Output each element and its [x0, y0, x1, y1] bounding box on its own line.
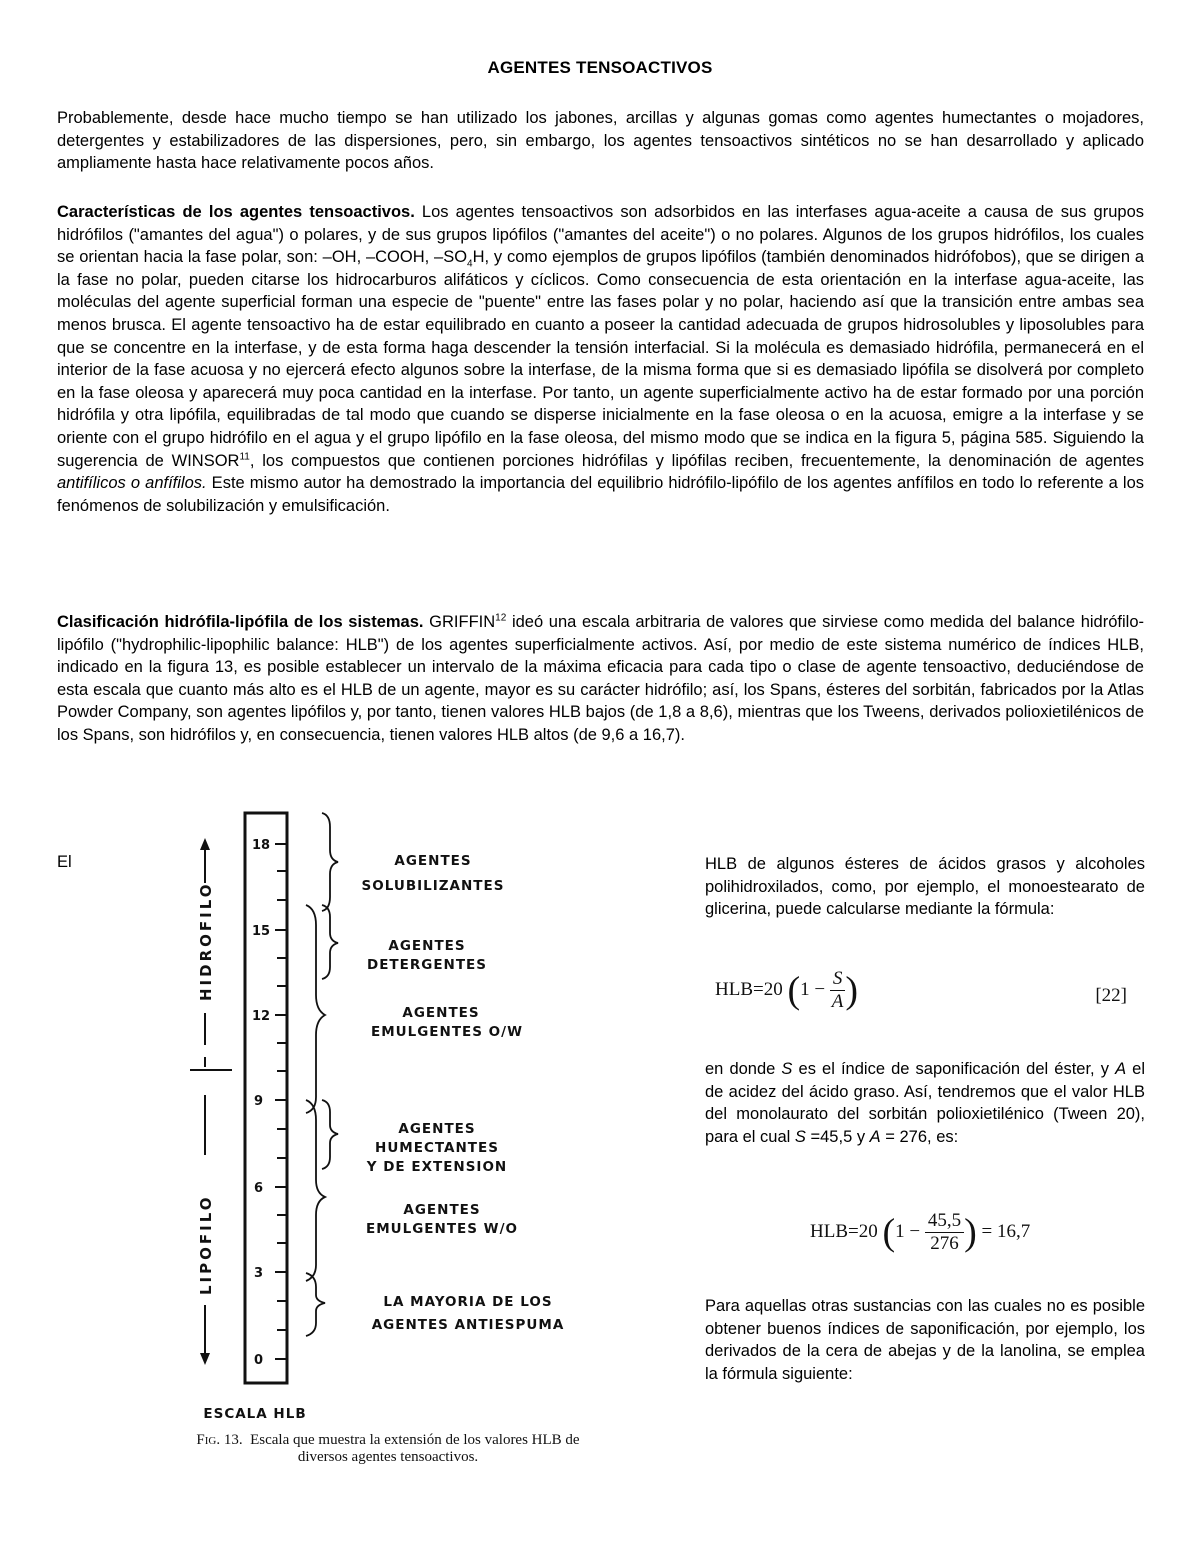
- brace-detergentes: [322, 905, 338, 979]
- scale-label: ESCALA HLB: [203, 1406, 307, 1422]
- page-title: AGENTES TENSOACTIVOS: [487, 58, 713, 77]
- formula2-den: 276: [930, 1233, 959, 1254]
- characteristics-text-d: Este mismo autor ha demostrado la importancia del equilibrio hidrófilo-lipófilo de los agentes anfífilos en todo lo referente a los fenómenos de solubilización y emulsificación.: [57, 474, 1144, 515]
- tick-label-12: 12: [252, 1009, 271, 1024]
- label-humectantes: AGENTES HUMECTANTES Y DE EXTENSION: [366, 1121, 508, 1175]
- label-emulgentes-ow: AGENTES EMULGENTES O/W: [371, 1005, 523, 1040]
- subscript-4: 4: [467, 258, 473, 270]
- scale-ticks: [275, 844, 287, 1359]
- label-detergentes: AGENTES DETERGENTES: [366, 938, 487, 973]
- tick-label-0: 0: [254, 1353, 264, 1368]
- equation-number: [22]: [1095, 985, 1127, 1006]
- intro-paragraph: Probablemente, desde hace mucho tiempo se han utilizado los jabones, arcillas y algunas gomas como agentes humectantes o mojadores, detergentes y estabilizadores de las dispersiones, pero, sin embargo, los agentes tensoactivos sintéticos no se han desarrollado y aplicado ampliamente hasta hace relativamente pocos años.: [57, 109, 1144, 173]
- arrow-up-icon: [200, 838, 210, 850]
- figure-caption: [98, 1432, 678, 1466]
- tick-label-9: 9: [254, 1094, 264, 1109]
- hydrophilic-axis-label: HIDROFILO: [197, 881, 215, 1001]
- label-emulgentes-wo: AGENTES EMULGENTES W/O: [366, 1202, 518, 1237]
- caption-line-2: diversos agentes tensoactivos.: [297, 1449, 479, 1465]
- label-antiespuma: LA MAYORIA DE LOS AGENTES ANTIESPUMA: [371, 1294, 565, 1333]
- lipophilic-axis-label: LIPOFILO: [197, 1194, 215, 1295]
- classification-heading: Clasificación hidrófila-lipófila de los sistemas.: [57, 613, 424, 631]
- caption-line-1: Escala que muestra la extensión de los valores HLB de: [250, 1432, 580, 1448]
- tick-label-18: 18: [252, 838, 271, 853]
- formula2-lhs: HLB: [810, 1220, 848, 1242]
- formula2-result: = 16,7: [981, 1220, 1031, 1242]
- range-braces: [306, 813, 338, 1336]
- formula1-fraction: [830, 968, 846, 1013]
- reference-12: 12: [495, 612, 507, 624]
- classification-text-b: ideó una escala arbitraria de valores que sirviese como medida del balance hidrófilo-lipófilo ("hydrophilic-lipophilic balance: HLB") de los agentes superficialmente activos. Así, por medio de este sistema numérico de índices HLB, indicado en la figura 13, es posible establecer un intervalo de la máxima eficacia para cada tipo o clase de agente tensoactivo, deduciéndose de esta escala que cuanto más alto es el HLB de un agente, mayor es su carácter hidrófilo; así, los Spans, ésteres del sorbitán, fabricados por la Atlas Powder Company, son agentes lipófilos y, por tanto, tienen valores HLB bajos (de 1,8 a 8,6), mientras que los Tweens, derivados polioxietilénicos de los Spans, son hidrófilos y, en consecuencia, tienen valores HLB altos (de 9,6 a 16,7).: [57, 613, 1144, 744]
- brace-emulgentes-wo: [306, 1100, 325, 1281]
- label-solubilizantes: AGENTES SOLUBILIZANTES: [361, 853, 505, 894]
- formula1-eq: =20: [753, 978, 783, 1000]
- formula2-fraction: [925, 1210, 964, 1255]
- right-paragraph-3: Para aquellas otras sustancias con las cuales no es posible obtener buenos índices de saponificación, por ejemplo, los derivados de la cera de abejas y de la lanolina, se emplea la fórmula siguiente:: [705, 1297, 1145, 1383]
- hlb-scale-figure: [90, 805, 690, 1495]
- italic-term: antifílicos o anfífilos.: [57, 474, 207, 493]
- formula2-one-minus: 1 −: [895, 1220, 921, 1242]
- formula2-eq: =20: [848, 1220, 878, 1242]
- brace-antiespuma: [306, 1273, 325, 1336]
- classification-text-a: GRIFFIN: [423, 613, 496, 631]
- formula2-num: 45,5: [925, 1210, 964, 1233]
- tick-label-15: 15: [252, 924, 271, 939]
- tick-label-6: 6: [254, 1181, 264, 1196]
- tick-label-3: 3: [254, 1266, 264, 1281]
- el-word: El: [57, 853, 72, 871]
- brace-emulgentes-ow: [306, 905, 325, 1113]
- characteristics-heading: Características de los agentes tensoactivos.: [57, 203, 415, 221]
- right-paragraph-2: en donde S es el índice de saponificación del éster, y A el de acidez del ácido graso. Así, tendremos que el valor HLB del monolaurato del sorbitán polioxietilénico (Tween 20), para el cual S =45,5 y A = 276, es:: [705, 1060, 1146, 1146]
- formula1-one-minus: 1 −: [800, 978, 826, 1000]
- formula1-den: A: [831, 991, 844, 1012]
- formula-22: HLB=20 (1 − $\frac{S}{A}$ ) [22]: [715, 968, 1127, 1012]
- characteristics-text-a: Los agentes tensoactivos son adsorbidos en las interfases agua-aceite a causa de sus grupos hidrófilos ("amantes del agua") o polares, y de sus grupos lipófilos ("amantes del aceite") o no polares. Algunos de los grupos hidrófilos, los cuales se orientan hacia la fase polar, son: –OH, –COOH, –SO: [57, 203, 1144, 267]
- caption-prefix: Fig. 13.: [196, 1432, 243, 1448]
- scale-bar: [245, 813, 287, 1383]
- arrow-down-icon: [200, 1353, 210, 1365]
- brace-solubilizantes: [322, 813, 338, 911]
- right-paragraph-1: HLB de algunos ésteres de ácidos grasos y alcoholes polihidroxilados, como, por ejemplo, el monoestearato de glicerina, puede calcularse mediante la fórmula:: [705, 855, 1145, 919]
- characteristics-text-c: , los compuestos que contienen porciones hidrófilas y lipófilas reciben, frecuentemente, la denominación de agentes: [249, 451, 1144, 470]
- characteristics-text-b: H, y como ejemplos de grupos lipófilos (también denominados hidrófobos), que se dirigen a la fase no polar, pueden citarse los hidrocarburos alifáticos y cíclicos. Como consecuencia de esta orientación en la interfase agua-aceite, las moléculas del agente superficial forman una especie de "puente" entre las fases polar y no polar, haciendo así que la transición entre ambas sea menos brusca. El agente tensoactivo ha de estar equilibrado en cuanto a poseer la cantidad adecuada de grupos hidrosolubles y liposolubles para que se concentre en la interfase, y de esta forma haga descender la tensión interfacial. Si la molécula es demasiado hidrófila, permanecerá en el interior de la fase acuosa y no ejercerá efecto algunos sobre la interfase, de la misma forma que si es demasiado lipófila se disolverá por completo en la fase oleosa y aparecerá muy poca cantidad en la interfase. Por tanto, un agente superficialmente activo ha de estar formado por una porción hidrófila y otra lipófila, equilibradas de tal modo que cuando se disperse inicialmente en la fase oleosa o en la acuosa, emigre a la interfase y se oriente con el grupo hidrófilo en el agua y el grupo lipófilo en la fase oleosa, del mismo modo que se indica en la figura 5, página 585. Siguiendo la sugerencia de WINSOR: [57, 248, 1144, 470]
- reference-11: 11: [239, 451, 250, 463]
- formula-tween20: HLB=20 (1 − $\frac{45,5}{276}$ ) = 16,7: [810, 1210, 1031, 1254]
- brace-humectantes: [322, 1100, 338, 1169]
- formula1-lhs: HLB: [715, 978, 753, 1000]
- classification-paragraph: [57, 611, 1144, 747]
- characteristics-paragraph: [57, 201, 1144, 517]
- formula1-num: S: [830, 968, 846, 991]
